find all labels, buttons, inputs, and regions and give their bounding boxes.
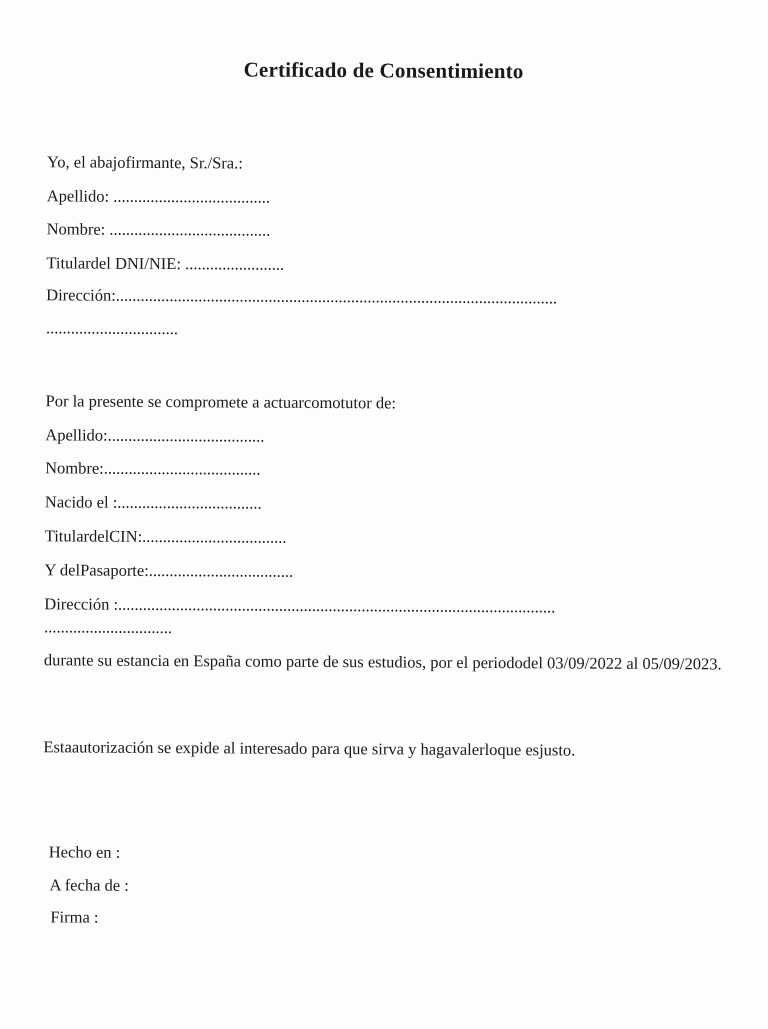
guardian-intro: Yo, el abajofirmante, Sr./Sra.: [46,152,243,173]
document-title: Certificado de Consentimiento [243,57,524,84]
minor-address-field: Dirección :.......................................................................................................... [44,594,556,617]
minor-intro: Por la presente se compromete a actuarcomotutor de: [45,391,397,413]
signature-field: Firma : [50,907,99,927]
guardian-id-field: Titulardel DNI/NIE: ........................ [46,253,285,274]
minor-cin-field: TitulardelCIN:................................... [44,526,287,547]
date-field: A fecha de : [49,875,129,895]
place-field: Hecho en : [48,842,121,862]
minor-birth-field: Nacido el :................................... [44,492,262,513]
guardian-address-continuation: ................................ [45,318,179,339]
guardian-name-field: Nombre: ....................................... [46,219,271,240]
authorization-statement: Estaautorización se expide al interesado para que sirva y hagavalerloque esjusto. [43,737,576,760]
minor-name-field: Nombre:...................................... [45,458,261,479]
guardian-surname-field: Apellido: ...................................... [46,186,271,207]
minor-passport-field: Y delPasaporte:................................... [44,560,294,581]
minor-address-continuation: ............................... [44,617,173,638]
guardian-address-field: Dirección:........................................................................................................... [46,285,558,308]
minor-surname-field: Apellido:...................................... [45,425,265,446]
study-period-paragraph: durante su estancia en España como parte de sus estudios, por el periododel 03/09/2022 al 05/09/2023. [43,650,722,674]
